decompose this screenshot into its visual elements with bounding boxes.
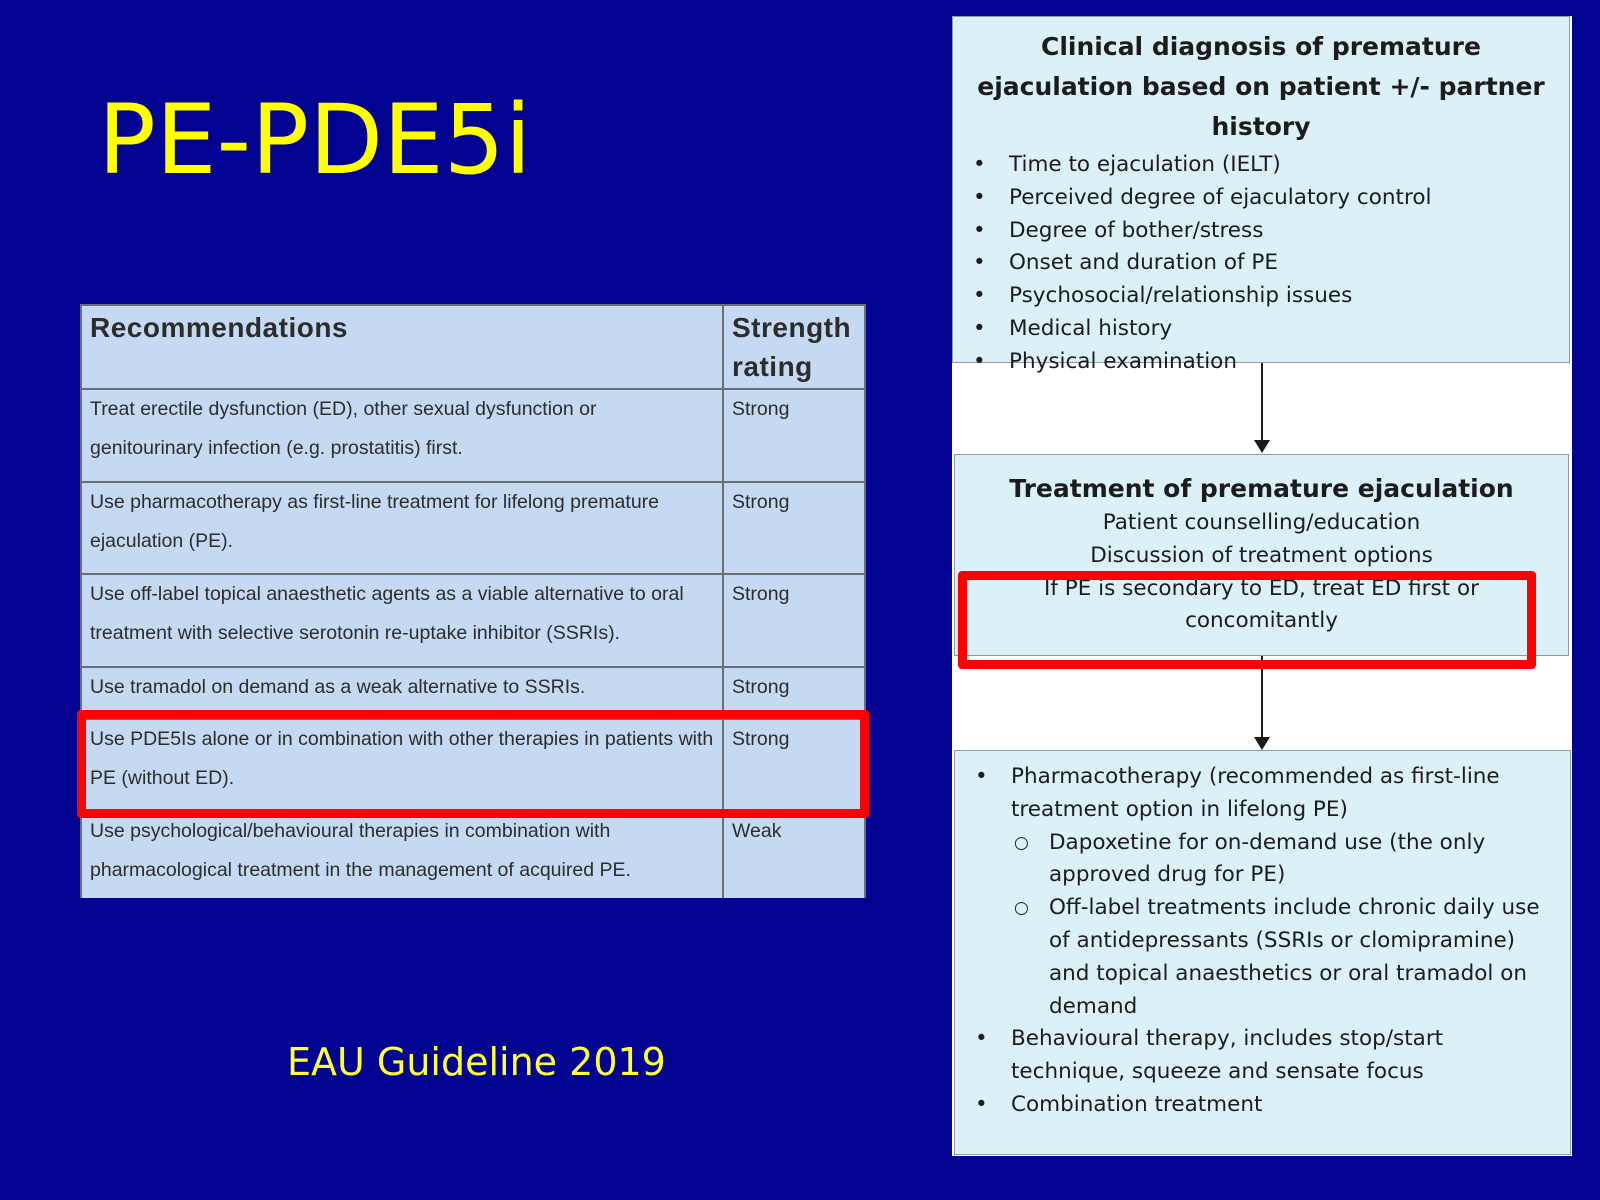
diagnosis-item: • Physical examination (953, 346, 1569, 379)
table-row (81, 811, 865, 898)
treatment-line: Patient counselling/education (1102, 510, 1421, 535)
diagnosis-box (952, 16, 1570, 374)
treatment-options-box (954, 750, 1571, 1155)
header-recommendations: Recommendations (81, 305, 723, 389)
option-text: Pharmacotherapy (recommended as first-line treatment option in lifelong PE) (1011, 764, 1500, 822)
flowchart-highlight-frame (958, 571, 1536, 669)
treatment-line: Discussion of treatment options (1090, 542, 1433, 568)
slide-title: PE-PDE5i (98, 84, 532, 196)
recommendation-text: Use psychological/behavioural therapies in combination with pharmacological treatment in the management of acquired PE. (81, 811, 723, 898)
strength-rating: Strong (723, 574, 865, 667)
strength-rating: Weak (723, 811, 865, 898)
diagnosis-item: • Time to ejaculation (IELT) (953, 149, 1569, 182)
down-arrow (1261, 363, 1263, 441)
sub-option-item: ○ Off-label treatments include chronic daily use of antidepressants (SSRIs or clomipramine) and topical anaesthetics or oral tramadol on demand (1011, 892, 1560, 1023)
diagnosis-heading: Clinical diagnosis of premature ejaculation based on patient +/- partner history (977, 32, 1545, 141)
strength-rating: Strong (723, 482, 865, 575)
treatment-line-highlighted: If PE is secondary to ED, treat ED first or concomitantly (1044, 575, 1479, 634)
sub-option-item: ○ Dapoxetine for on-demand use (the only approved drug for PE) (1011, 827, 1560, 893)
option-item (955, 761, 1570, 1023)
option-item: • Behavioural therapy, includes stop/start technique, squeeze and sensate focus (955, 1023, 1570, 1089)
table-row (81, 482, 865, 575)
diagnosis-item: • Degree of bother/stress (953, 215, 1569, 248)
strength-rating: Strong (723, 389, 865, 482)
diagnosis-item: • Medical history (953, 313, 1569, 346)
diagnosis-list (953, 149, 1569, 379)
treatment-heading: Treatment of premature ejaculation (1009, 474, 1514, 503)
table-highlight-frame (77, 710, 869, 818)
recommendation-text: Use tramadol on demand as a weak alternative to SSRIs. (81, 667, 723, 719)
diagnosis-item: • Onset and duration of PE (953, 247, 1569, 280)
strength-rating: Strong (723, 719, 865, 812)
recommendation-text: Use PDE5Is alone or in combination with other therapies in patients with PE (without ED). (81, 719, 723, 812)
diagnosis-item: • Perceived degree of ejaculatory control (953, 182, 1569, 215)
header-strength-rating: Strength rating (723, 305, 865, 389)
recommendation-text: Use pharmacotherapy as first-line treatment for lifelong premature ejaculation (PE). (81, 482, 723, 575)
recommendation-text: Treat erectile dysfunction (ED), other sexual dysfunction or genitourinary infection (e.g. prostatitis) first. (81, 389, 723, 482)
table-row (81, 389, 865, 482)
strength-rating: Strong (723, 667, 865, 719)
option-item: • Combination treatment (955, 1089, 1570, 1122)
recommendation-text: Use off-label topical anaesthetic agents as a viable alternative to oral treatment with selective serotonin re-uptake inhibitor (SSRIs). (81, 574, 723, 667)
treatment-options-list (955, 761, 1570, 1122)
pharmacotherapy-sublist (1011, 827, 1560, 1024)
diagnosis-item: • Psychosocial/relationship issues (953, 280, 1569, 313)
table-row (81, 574, 865, 667)
guideline-caption: EAU Guideline 2019 (287, 1040, 666, 1084)
